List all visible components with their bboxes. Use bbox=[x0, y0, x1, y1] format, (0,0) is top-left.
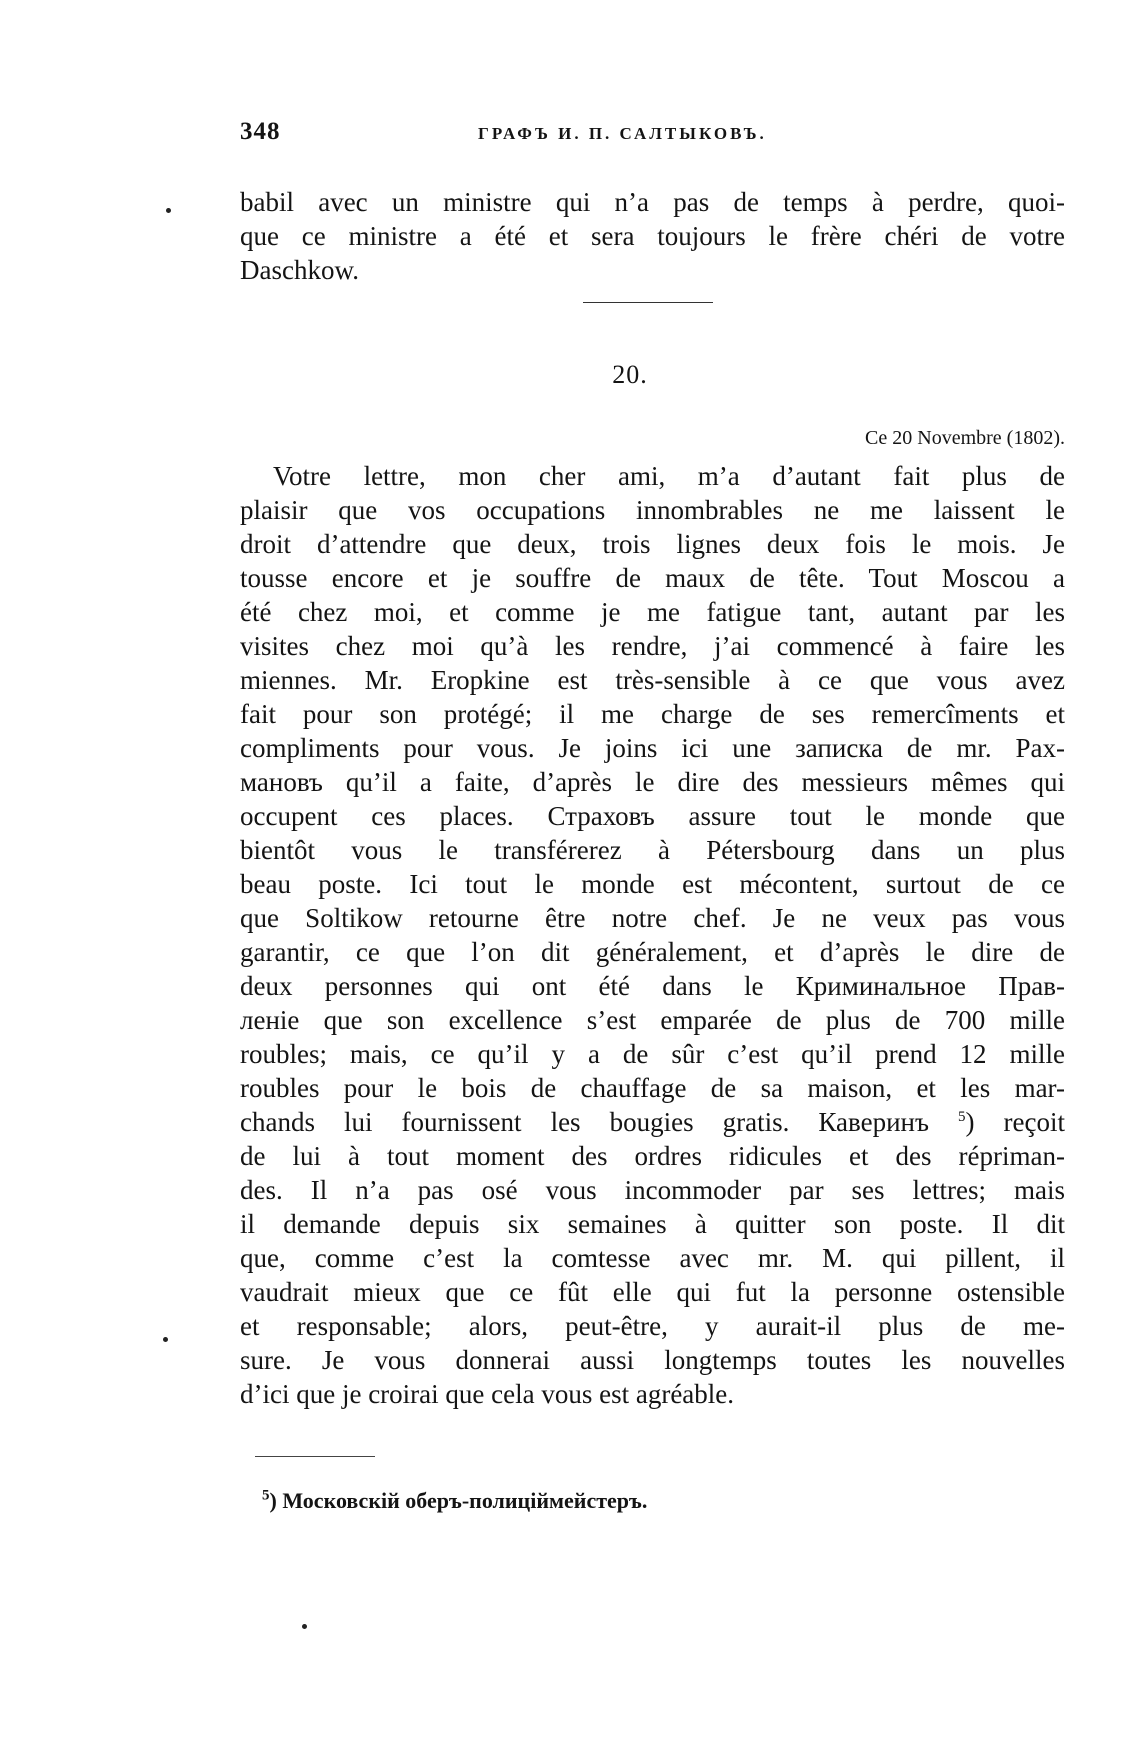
text-line: que, comme c’est la comtesse avec mr. M. qui pillent, il bbox=[240, 1243, 1065, 1273]
text-line-part: ) reçoit bbox=[965, 1107, 1066, 1137]
print-speck bbox=[302, 1624, 307, 1629]
footnote-text: ) Московскiй оберъ-полицiймейстеръ. bbox=[269, 1488, 648, 1513]
text-line: ленiе que son excellence s’est emparée de plus de 700 mille bbox=[240, 1005, 1065, 1035]
text-line: plaisir que vos occupations innombrables ne me laissent le bbox=[240, 495, 1065, 525]
letter-number: 20. bbox=[612, 360, 648, 389]
text-line: vaudrait mieux que ce fût elle qui fut la personne ostensible bbox=[240, 1277, 1065, 1307]
text-line: d’ici que je croirai que cela vous est agréable. bbox=[240, 1379, 735, 1409]
text-line: de lui à tout moment des ordres ridicules et des répriman- bbox=[240, 1141, 1065, 1171]
text-line: Daschkow. bbox=[240, 255, 359, 285]
text-line: droit d’attendre que deux, trois lignes deux fois le mois. Je bbox=[240, 529, 1065, 559]
text-line: beau poste. Ici tout le monde est mécontent, surtout de ce bbox=[240, 869, 1065, 899]
text-line: miennes. Mr. Eropkine est très-sensible à ce que vous avez bbox=[240, 665, 1065, 695]
text-line: tousse encore et je souffre de maux de tête. Tout Moscou a bbox=[240, 563, 1065, 593]
text-line: et responsable; alors, peut-être, y aurait-il plus de me- bbox=[240, 1311, 1065, 1341]
text-line: roubles; mais, ce qu’il y a de sûr c’est qu’il prend 12 mille bbox=[240, 1039, 1065, 1069]
print-speck bbox=[166, 208, 171, 213]
text-line: fait pour son protégé; il me charge de ses remercîments et bbox=[240, 699, 1065, 729]
text-line: bientôt vous le transférerez à Pétersbourg dans un plus bbox=[240, 835, 1065, 865]
text-line-with-footnote bbox=[240, 1105, 1065, 1139]
text-line: Votre lettre, mon cher ami, m’a d’autant fait plus de bbox=[273, 461, 1065, 491]
footnote-marker: 5 bbox=[262, 1487, 270, 1504]
text-line: garantir, ce que l’on dit généralement, et d’après le dire de bbox=[240, 937, 1065, 967]
text-line: deux personnes qui ont été dans le Криминальное Прав- bbox=[240, 971, 1065, 1001]
page-number: 348 bbox=[240, 118, 281, 145]
section-divider bbox=[583, 302, 713, 303]
previous-letter-ending bbox=[240, 185, 1065, 287]
text-line: compliments pour vous. Je joins ici une записка de mr. Рах- bbox=[240, 733, 1065, 763]
text-line: il demande depuis six semaines à quitter son poste. Il dit bbox=[240, 1209, 1065, 1239]
text-line-part: chands lui fournissent les bougies gratis. Каверинъ bbox=[240, 1107, 929, 1137]
footnote-divider bbox=[255, 1456, 375, 1457]
text-line: visites chez moi qu’à les rendre, j’ai commencé à faire les bbox=[240, 631, 1065, 661]
text-line: été chez moi, et comme je me fatigue tant, autant par les bbox=[240, 597, 1065, 627]
text-line: sure. Je vous donnerai aussi longtemps toutes les nouvelles bbox=[240, 1345, 1065, 1375]
text-line: мановъ qu’il a faite, d’après le dire des messieurs mêmes qui bbox=[240, 767, 1065, 797]
text-line: babil avec un ministre qui n’a pas de temps à perdre, quoi- bbox=[240, 187, 1065, 217]
text-line: occupent ces places. Страховъ assure tout le monde que bbox=[240, 801, 1065, 831]
footnote bbox=[262, 1488, 647, 1514]
text-line: roubles pour le bois de chauffage de sa maison, et les mar- bbox=[240, 1073, 1065, 1103]
running-head: ГРАФЪ И. П. САЛТЫКОВЪ. bbox=[478, 124, 767, 143]
letter-date: Ce 20 Novembre (1802). bbox=[865, 427, 1065, 449]
letter-body bbox=[240, 459, 1065, 1411]
footnote-reference: 5 bbox=[958, 1109, 966, 1125]
text-line: que Soltikow retourne être notre chef. Je ne veux pas vous bbox=[240, 903, 1065, 933]
print-speck bbox=[163, 1337, 168, 1342]
text-line: que ce ministre a été et sera toujours le frère chéri de votre bbox=[240, 221, 1065, 251]
page-header bbox=[240, 118, 1070, 158]
text-line: des. Il n’a pas osé vous incommoder par ses lettres; mais bbox=[240, 1175, 1065, 1205]
